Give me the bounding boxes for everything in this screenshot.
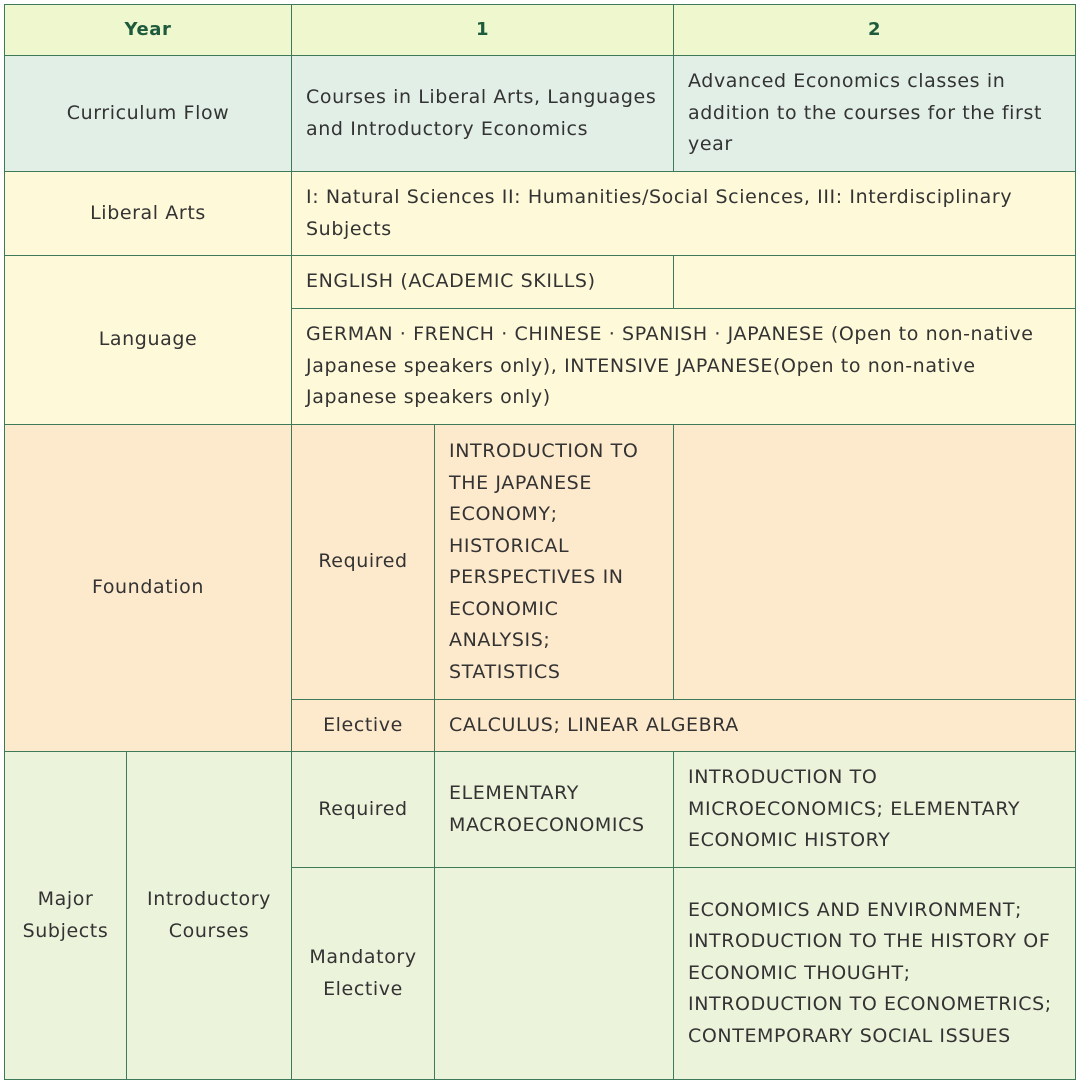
- language-label: Language: [5, 256, 292, 425]
- foundation-required-year-2: [674, 425, 1076, 700]
- language-row-english: [5, 256, 1076, 309]
- major-subjects-label: Major Subjects: [5, 752, 127, 1080]
- language-others: GERMAN · FRENCH · CHINESE · SPANISH · JAPANESE (Open to non-native Japanese speakers only), INTENSIVE JAPANESE(Open to non-native Japanese speakers only): [292, 309, 1076, 425]
- header-row: [5, 5, 1076, 56]
- foundation-elective: CALCULUS; LINEAR ALGEBRA: [435, 700, 1076, 752]
- major-row-required: [5, 752, 1076, 868]
- major-mandatory-label: Mandatory Elective: [292, 868, 435, 1080]
- major-required-label: Required: [292, 752, 435, 868]
- curriculum-flow-year-2: Advanced Economics classes in addition to the courses for the first year: [674, 56, 1076, 172]
- header-year: Year: [5, 5, 292, 56]
- liberal-arts-row: [5, 172, 1076, 256]
- language-english: ENGLISH (ACADEMIC SKILLS): [292, 256, 674, 309]
- major-required-year-2: INTRODUCTION TO MICROECONOMICS; ELEMENTARY ECONOMIC HISTORY: [674, 752, 1076, 868]
- curriculum-flow-row: [5, 56, 1076, 172]
- foundation-required-year-1: INTRODUCTION TO THE JAPANESE ECONOMY; HISTORICAL PERSPECTIVES IN ECONOMIC ANALYSIS; STATISTICS: [435, 425, 674, 700]
- header-year-2: 2: [674, 5, 1076, 56]
- major-mandatory-year-2: ECONOMICS AND ENVIRONMENT; INTRODUCTION TO THE HISTORY OF ECONOMIC THOUGHT; INTRODUCTION TO ECONOMETRICS; CONTEMPORARY SOCIAL ISSUES: [674, 868, 1076, 1080]
- curriculum-flow-year-1: Courses in Liberal Arts, Languages and Introductory Economics: [292, 56, 674, 172]
- header-year-1: 1: [292, 5, 674, 56]
- foundation-elective-label: Elective: [292, 700, 435, 752]
- curriculum-table: [4, 4, 1076, 1080]
- major-mandatory-year-1: [435, 868, 674, 1080]
- introductory-courses-label: Introductory Courses: [127, 752, 292, 1080]
- liberal-arts-text: I: Natural Sciences II: Humanities/Social Sciences, III: Interdisciplinary Subjects: [292, 172, 1076, 256]
- curriculum-flow-label: Curriculum Flow: [5, 56, 292, 172]
- foundation-row-required: [5, 425, 1076, 700]
- foundation-required-label: Required: [292, 425, 435, 700]
- foundation-label: Foundation: [5, 425, 292, 752]
- language-english-year-2: [674, 256, 1076, 309]
- major-required-year-1: ELEMENTARY MACROECONOMICS: [435, 752, 674, 868]
- liberal-arts-label: Liberal Arts: [5, 172, 292, 256]
